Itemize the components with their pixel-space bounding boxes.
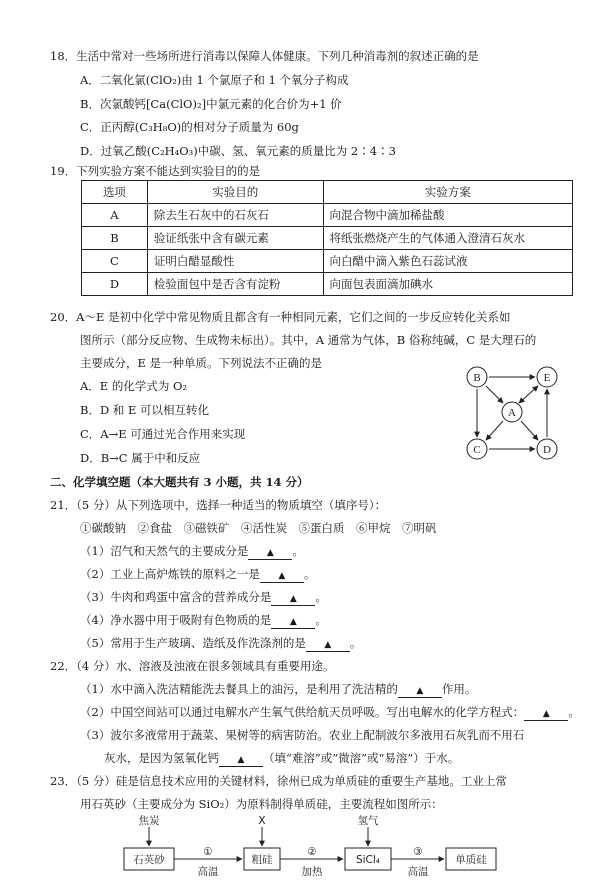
- q21-item5: （5）常用于生产玻璃、造纸及作洗涤剂的是▲ 。: [80, 635, 361, 652]
- q18-option-c[interactable]: C．正丙醇(C₃H₈O)的相对分子质量为 60g: [80, 120, 299, 134]
- node-a-label: A: [508, 407, 516, 419]
- q19-table: [81, 180, 573, 296]
- table-cell: 验证纸张中含有碳元素: [147, 227, 323, 250]
- table-cell: B: [82, 227, 148, 250]
- table-cell: 向白醋中滴入紫色石蕊试液: [323, 250, 572, 273]
- node-b-label: B: [473, 372, 481, 384]
- q18-option-a[interactable]: A．二氧化氯(ClO₂)由 1 个氯原子和 1 个氧分子构成: [80, 73, 349, 87]
- table-cell: 证明白醋显酸性: [147, 250, 323, 273]
- q20-stem-line2: 图所示（部分反应物、生成物未标出）。其中，A 通常为气体，B 俗称纯碱，C 是大理石的: [80, 333, 537, 347]
- table-row[interactable]: [82, 273, 573, 296]
- q20-option-d[interactable]: D．B→C 属于中和反应: [80, 451, 201, 465]
- q20-stem-line3: 主要成分，E 是一种单质。下列说法不正确的是: [80, 356, 323, 370]
- table-header-row: [82, 181, 573, 204]
- q22-stem: 22．（4 分）水、溶液及浊液在很多领域具有重要用途。: [50, 659, 335, 673]
- q20-stem-line1: 20．A～E 是初中化学中常见物质且都含有一种相同元素，它们之间的一步反应转化关系如: [50, 310, 511, 324]
- q20-option-c[interactable]: C．A→E 可通过光合作用来实现: [80, 427, 246, 441]
- answer-blank[interactable]: [524, 706, 568, 721]
- table-cell: A: [82, 204, 148, 227]
- q23-line1: 23．（5 分）硅是信息技术应用的关键材料，徐州已成为单质硅的重要生产基地。工业上常: [50, 774, 507, 788]
- node-c-label: C: [473, 444, 481, 456]
- q18-stem: 18．生活中常对一些场所进行消毒以保障人体健康。下列几种消毒剂的叙述正确的是: [50, 49, 479, 63]
- table-cell: 向混合物中滴加稀盐酸: [323, 204, 572, 227]
- flow-step2: ②: [307, 846, 317, 858]
- flow-input-coke: 焦炭: [138, 815, 160, 827]
- q21-item1: （1）沼气和天然气的主要成分是▲ 。: [80, 543, 304, 560]
- arrow-a-c: [486, 421, 503, 440]
- q21-item2: （2）工业上高炉炼铁的原料之一是▲ 。: [80, 566, 315, 583]
- flow-condition1: 高温: [197, 866, 219, 878]
- table-cell: D: [82, 273, 148, 296]
- table-row[interactable]: [82, 204, 573, 227]
- node-d-label: D: [543, 444, 551, 456]
- table-header: 选项: [82, 181, 148, 204]
- answer-blank[interactable]: [306, 637, 350, 652]
- q21-choices: ①碳酸钠 ②食盐 ③磁铁矿 ④活性炭 ⑤蛋白质 ⑥甲烷 ⑦明矾: [80, 521, 437, 535]
- table-cell: 检验面包中是否含有淀粉: [147, 273, 323, 296]
- answer-blank[interactable]: [260, 568, 304, 583]
- table-header: 实验方案: [323, 181, 572, 204]
- table-cell: 除去生石灰中的石灰石: [147, 204, 323, 227]
- arrow-a-e: [519, 386, 538, 403]
- q18-option-b[interactable]: B．次氯酸钙[Ca(ClO)₂]中氯元素的化合价为+1 价: [80, 97, 342, 111]
- flow-label-sicl4: SiCl₄: [355, 854, 381, 866]
- flow-step3: ③: [413, 846, 423, 858]
- q22-item3-line1: （3）波尔多液常用于蔬菜、果树等的病害防治。农业上配制波尔多液用石灰乳而不用石: [80, 728, 525, 742]
- flow-label-pure-silicon: 单质硅: [455, 854, 487, 866]
- flow-label-crude-silicon: 粗硅: [251, 854, 273, 866]
- answer-blank[interactable]: [271, 591, 315, 606]
- answer-blank[interactable]: [398, 683, 442, 698]
- q22-item2: （2）中国空间站可以通过电解水产生氧气供给航天员呼吸。写出电解水的化学方程式：▲ 。: [80, 704, 580, 721]
- q20-option-b[interactable]: B．D 和 E 可以相互转化: [80, 403, 210, 417]
- q23-process-flow: [100, 815, 540, 893]
- q21-stem: 21．（5 分）从下列选项中，选择一种适当的物质填空（填序号）：: [50, 498, 387, 512]
- table-cell: 将纸张燃烧产生的气体通入澄清石灰水: [323, 227, 572, 250]
- q22-item3-line2: 灰水，是因为氢氧化钙▲ （填“难溶”或“微溶”或“易溶”）于水。: [104, 750, 459, 767]
- table-cell: C: [82, 250, 148, 273]
- q21-item4: （4）净水器中用于吸附有色物质的是▲ 。: [80, 612, 327, 629]
- answer-blank[interactable]: [271, 614, 315, 629]
- node-e-label: E: [543, 372, 551, 384]
- flow-input-hydrogen: 氢气: [357, 815, 379, 827]
- table-cell: 向面包表面滴加碘水: [323, 273, 572, 296]
- section-heading: 二、化学填空题（本大题共有 3 小题，共 14 分）: [50, 475, 309, 489]
- answer-blank[interactable]: [248, 545, 292, 560]
- table-header: 实验目的: [147, 181, 323, 204]
- answer-blank[interactable]: [219, 752, 263, 767]
- q19-stem: 19．下列实验方案不能达到实验目的的是: [50, 164, 261, 178]
- arrow-a-d: [521, 421, 538, 440]
- arrow-b-a: [486, 386, 503, 403]
- flow-step1: ①: [203, 846, 213, 858]
- flow-input-x: X: [258, 815, 266, 827]
- q21-item3: （3）牛肉和鸡蛋中富含的营养成分是▲ 。: [80, 589, 327, 606]
- table-row[interactable]: [82, 250, 573, 273]
- table-row[interactable]: [82, 227, 573, 250]
- flow-label-quartz-sand: 石英砂: [133, 854, 165, 866]
- q20-option-a[interactable]: A．E 的化学式为 O₂: [80, 379, 188, 393]
- q20-conversion-diagram: [455, 365, 575, 460]
- flow-condition3: 高温: [407, 866, 429, 878]
- q18-option-d[interactable]: D．过氧乙酸(C₂H₄O₃)中碳、氢、氧元素的质量比为 2∶4∶3: [80, 144, 396, 158]
- flow-condition2: 加热: [301, 866, 323, 878]
- q23-line2: 用石英砂（主要成分为 SiO₂）为原料制得单质硅，主要流程如图所示：: [80, 797, 443, 811]
- q22-item1: （1）水中滴入洗洁精能洗去餐具上的油污，是利用了洗洁精的▲ 作用。: [80, 681, 476, 698]
